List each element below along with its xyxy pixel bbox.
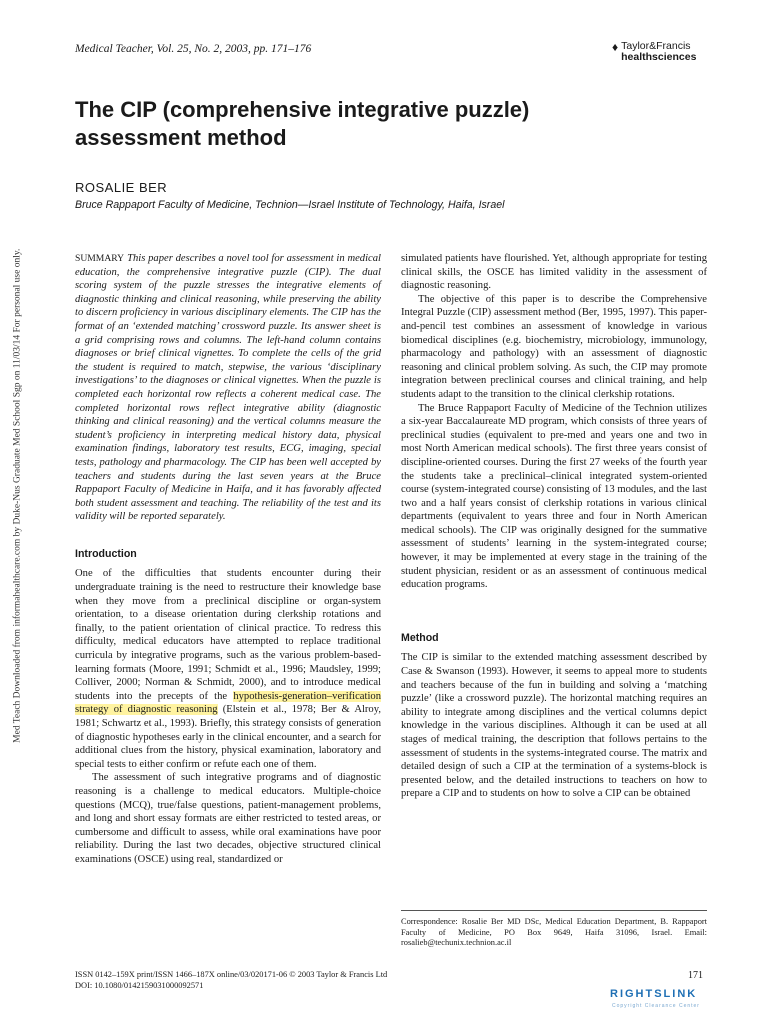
correspondence-note: Correspondence: Rosalie Ber MD DSc, Medical Education Department, B. Rappaport Faculty of Medicine, PO Box 9649, Haifa 31096, Israel. Email: rosalieb@techunix.technion.ac.il	[401, 910, 707, 949]
publisher-name: Taylor&Francis	[621, 40, 691, 52]
article-title: The CIP (comprehensive integrative puzzle) assessment method	[75, 97, 530, 150]
page-number: 171	[688, 970, 703, 981]
download-watermark: Med Teach Downloaded from informahealthcare.com by Duke-Nus Graduate Med School Sgp on 11/03/14 For personal use only.	[12, 248, 23, 743]
continued-paragraph: simulated patients have flourished. Yet, although appropriate for testing clinical skills, the OSCE has limited validity in the assessment of diagnostic reasoning.	[401, 253, 707, 292]
journal-reference: Medical Teacher, Vol. 25, No. 2, 2003, pp. 171–176	[75, 43, 312, 55]
method-paragraph: The CIP is similar to the extended matching assessment described by Case & Swanson (1993). However, it seems to appeal more to students and teachers because of the fun in building and solving a ‘matching puzzle’ (like a crossword puzzle). The horizontal matching requires an ability to integrate among disciplines and the vertical columns depict knowledge in the various disciplines. Although it can be used at all stages of medical training, the description that follows pertains to the assessment of students in the systems-integrated course. The matrix and detailed design of such a CIP at the termination of a systems-block is presented below, and the detailed instructions to teachers on how to prepare a CIP and to students on how to solve a CIP can be obtained	[401, 652, 707, 800]
author-affiliation: Bruce Rappaport Faculty of Medicine, Technion—Israel Institute of Technology, Haifa, Israel	[75, 199, 505, 211]
intro-p1-text-cont: (Elstein et al., 1978; Ber & Alroy, 1981; Schwartz et al., 1993). Briefly, this strategy consists of generation of diagnostic hypotheses early in the clinical encounter, and a search for additional clues from the history, physical examination, laboratory and special tests to either confirm or refute each one of them.	[75, 704, 381, 770]
issn-line: ISSN 0142–159X print/ISSN 1466–187X online/03/020171-06 © 2003 Taylor & Francis Ltd	[75, 970, 388, 979]
right-column	[401, 252, 707, 801]
publisher-logo	[612, 41, 696, 63]
introduction-heading: Introduction	[75, 547, 137, 560]
introduction-paragraph-2: The assessment of such integrative programs and of diagnostic reasoning is a challenge to medical educators. Multiple-choice questions (MCQ), true/false questions, patient-management problems, and long and short essay formats are either restricted to tested areas, or cumbersome and difficult to assess, while oral examinations have poor reliability. During the last two decades, objective structured clinical examinations (OSCE) using real, standardized or	[75, 772, 381, 865]
doi-line: DOI: 10.1080/0142159031000092571	[75, 980, 204, 990]
method-heading: Method	[401, 631, 439, 644]
summary-label: SUMMARY	[75, 253, 125, 264]
publisher-division: healthsciences	[621, 51, 697, 63]
left-column	[75, 252, 381, 867]
summary-text: This paper describes a novel tool for assessment in medical education, the comprehensive integrative puzzle (CIP). The dual scoring system of the puzzle stresses the integrative elements of diagnostic thinking and clinical reasoning, while preserving the ability to discern proficiency in various disciplinary elements. The CIP has the format of an ‘extended matching’ crossword puzzle. Its answer sheet is a grid comprising rows and columns. The left-hand column contains diagnoses or brief clinical vignettes. To complete the cells of the grid the student is required to match, stepwise, the various ‘disciplinary investigations’ to the diagnoses or clinical vignettes. When the puzzle is completed each horizontal row reflects a coherent medical case. The completed horizontal rows reflect integrative ability (diagnostic thinking and clinical reasoning) and the vertical columns measure the student’s proficiency in interpreting medical history data, physical examination findings, laboratory test results, ECG, imaging, special tests, pathology and pharmacology. The CIP has been well accepted by teachers and students during the last seven years at the Bruce Rappaport Faculty of Medicine in Haifa, and it has favorably affected both student assessment and teaching. The reliability of the test and its validity will be reported separately.	[75, 253, 381, 523]
publisher-mark-icon: ♦	[612, 40, 619, 54]
introduction-paragraph-1	[75, 567, 381, 771]
intro-p1-text: One of the difficulties that students encounter during their undergraduate training is the need to restructure their knowledge base when they move from a preclinical discipline or organ-system orientation, to a disease orientation during clerkship rotations and finally, to the patient orientation of clinical practice. To redress this difficulty, medical educators have attempted to replace traditional curricula by integrative programs, such as the various problem-based-learning formats (Moore, 1991; Schmidt et al., 1996; Maudsley, 1999; Colliver, 2000; Norman & Schmidt, 2000), and to introduce medical students into the precepts of the	[75, 568, 381, 702]
highlighted-text: hypothesis-generation–verification strategy of diagnostic reasoning	[75, 690, 381, 716]
faculty-paragraph: The Bruce Rappaport Faculty of Medicine of the Technion utilizes a six-year Baccalaureate MD program, which consists of three years of preclinical studies (equivalent to pre-med and years one and two in most North American medical schools). The first three years consist of discipline-oriented courses. During the first 27 weeks of the fourth year the students take a preclinical–clinical integrated system-oriented course (system-integrated course) consisting of 13 modules, and the last two and a half years consist of clerkship rotations in various clinical departments (equivalent to years three and four in North American medical schools). The CIP was originally designed for the summative assessment of students’ learning in the system-integrated course; however, it may be implemented at every stage in the training of the student physician, resident or as an assessment of continuous medical education programs.	[401, 402, 707, 591]
article-author: ROSALIE BER	[75, 180, 168, 195]
objective-paragraph: The objective of this paper is to describe the Comprehensive Integral Puzzle (CIP) assessment method (Ber, 1995, 1997). This paper-and-pencil test combines an assessment of knowledge in various biomedical disciplines (e.g. biochemistry, microbiology, immunology, pharmacology and pathology) with an assessment of diagnostic reasoning and clinical problem solving. As such, the CIP may promote integration between preclinical courses and clinical training, and help students adapt to the transition to the clinical clerkship rotations.	[401, 293, 707, 400]
rightslink-logo[interactable]: RIGHTSLINK	[610, 988, 698, 1000]
footer-info	[75, 970, 387, 991]
summary-paragraph	[75, 252, 381, 524]
rightslink-tagline: Copyright Clearance Center	[612, 1003, 700, 1009]
